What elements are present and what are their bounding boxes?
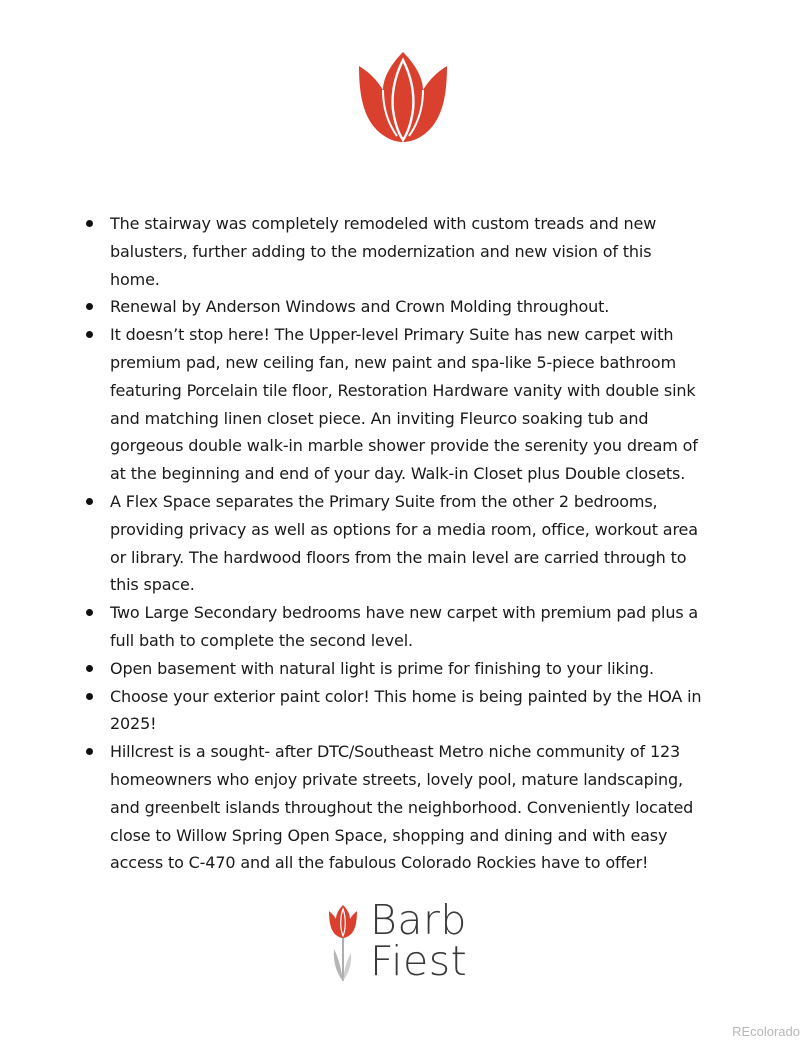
bullet-icon — [86, 665, 93, 672]
list-item — [84, 210, 704, 293]
list-item — [84, 293, 704, 321]
watermark: REcolorado — [732, 1024, 800, 1039]
bullet-icon — [86, 609, 93, 616]
list-item — [84, 488, 704, 599]
bullet-text: Renewal by Anderson Windows and Crown Molding throughout. — [110, 297, 610, 317]
list-item — [84, 683, 704, 739]
bullet-text: Open basement with natural light is prime for finishing to your liking. — [110, 658, 654, 678]
brand-first-name: Barb — [370, 896, 467, 944]
list-item — [84, 599, 704, 655]
bullet-icon — [86, 748, 93, 755]
bullet-text: It doesn’t stop here! The Upper-level Primary Suite has new carpet with premium pad, new ceiling fan, new paint and spa-like 5-piece bathroom featuring Porcelain tile floor, Restoration Hardware vanity with double sink and matching linen closet piece. An inviting Fleurco soaking tub and gorgeous double walk-in marble shower provide the serenity you dream of at the beginning and end of your day. Walk-in Closet plus Double closets. — [110, 325, 698, 484]
bullet-text: Two Large Secondary bedrooms have new carpet with premium pad plus a full bath to complete the second level. — [110, 603, 699, 650]
bullet-text: The stairway was completely remodeled with custom treads and new balusters, further adding to the modernization and new vision of this home. — [110, 214, 657, 289]
brand-last-name: Fiest — [370, 937, 468, 985]
tulip-logo-icon — [357, 50, 449, 142]
list-item — [84, 738, 704, 877]
tulip-stem-icon — [328, 903, 358, 983]
brand-logo — [328, 896, 488, 990]
brand-name — [370, 896, 468, 985]
bullet-icon — [86, 498, 93, 505]
bullet-icon — [86, 303, 93, 310]
list-item — [84, 321, 704, 488]
list-item — [84, 655, 704, 683]
bullet-text: A Flex Space separates the Primary Suite from the other 2 bedrooms, providing privacy as well as options for a media room, office, workout area or library. The hardwood floors from the main level are carried through to this space. — [110, 491, 698, 595]
bullet-icon — [86, 220, 93, 227]
bullet-icon — [86, 693, 93, 700]
bullet-icon — [86, 331, 93, 338]
bullet-text: Choose your exterior paint color! This home is being painted by the HOA in 2025! — [110, 686, 702, 734]
features-list — [84, 210, 704, 877]
bullet-text: Hillcrest is a sought- after DTC/Southeast Metro niche community of 123 homeowners who enjoy private streets, lovely pool, mature landscaping, and greenbelt islands throughout the neighborhood. Conveniently located close to Willow Spring Open Space, shopping and dining and with easy access to C-470 and all the fabulous Colorado Rockies have to offer! — [110, 742, 694, 873]
